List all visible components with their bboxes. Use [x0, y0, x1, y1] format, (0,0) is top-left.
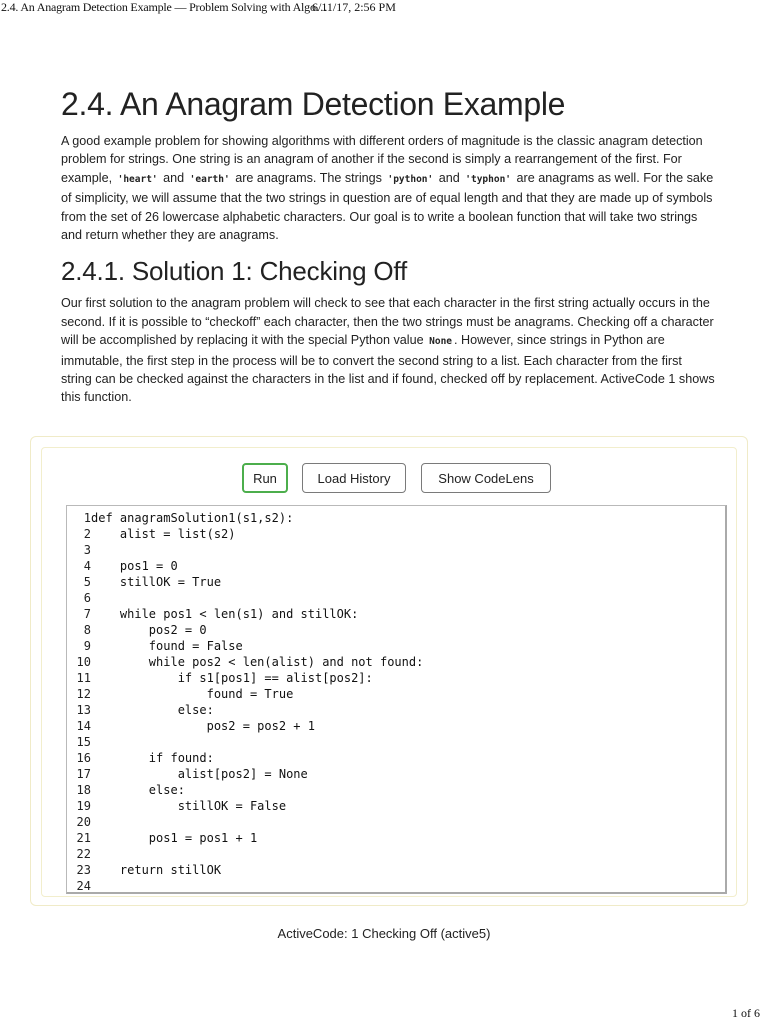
- line-number: 4: [83, 559, 91, 573]
- line-number: 15: [76, 735, 91, 749]
- code-text: alist[pos2] = None: [91, 767, 308, 781]
- line-number: 19: [76, 799, 91, 813]
- line-number: 11: [76, 671, 91, 685]
- section-title: 2.4. An Anagram Detection Example: [61, 86, 566, 122]
- solution-text-2: . However, since strings in Python are immutable, the first step in the process will be to convert the second string to a list. Each character from the first string can be checked against the characters in the list and if found, checked off by replacement. ActiveCode 1 shows this function.: [61, 333, 715, 405]
- code-editor[interactable]: [66, 505, 727, 894]
- code-line: [67, 830, 257, 846]
- line-number: 9: [83, 639, 91, 653]
- line-number: 7: [83, 607, 91, 621]
- article-content: [61, 84, 716, 407]
- line-number: 16: [76, 751, 91, 765]
- code-line: [67, 734, 91, 750]
- activecode-container: [30, 436, 748, 906]
- intro-text-1: A good example problem for showing algorithms with different orders of magnitude is the classic anagram detection problem for strings. One string is an anagram of another if the second is simply a rearrangement of the first. For example,: [61, 134, 703, 185]
- line-number: 2: [83, 527, 91, 541]
- solution-paragraph: [61, 294, 716, 406]
- line-number: 14: [76, 719, 91, 733]
- code-line: [67, 638, 243, 654]
- code-text: if s1[pos1] == alist[pos2]:: [91, 671, 373, 685]
- code-line: [67, 814, 91, 830]
- code-line: [67, 750, 214, 766]
- code-text: pos1 = 0: [91, 559, 178, 573]
- activecode-caption: ActiveCode: 1 Checking Off (active5): [277, 926, 491, 941]
- literal-earth: 'earth': [189, 173, 230, 185]
- line-number: 1: [83, 511, 91, 525]
- code-line: [67, 718, 315, 734]
- intro-text-5: are anagrams as well. For the sake of simplicity, we will assume that the two strings in question are of equal length and that they are made up of symbols from the set of 26 lowercase alphabetic characters. Our goal is to write a boolean function that will take two strings and return whether they are anagrams.: [61, 170, 714, 243]
- code-line: [67, 670, 373, 686]
- literal-python: 'python': [387, 173, 434, 185]
- code-text: pos2 = pos2 + 1: [91, 719, 315, 733]
- code-text: found = False: [91, 639, 243, 653]
- code-line: [67, 526, 236, 542]
- code-text: pos1 = pos1 + 1: [91, 831, 258, 845]
- line-number: 3: [83, 543, 91, 557]
- activecode-panel: [41, 447, 737, 897]
- code-text: stillOK = False: [91, 799, 287, 813]
- line-number: 17: [76, 767, 91, 781]
- literal-none: None: [429, 336, 453, 348]
- print-header: [0, 0, 768, 14]
- code-text: found = True: [91, 687, 294, 701]
- line-number: 13: [76, 703, 91, 717]
- code-text: pos2 = 0: [91, 623, 207, 637]
- line-number: 5: [83, 575, 91, 589]
- load-history-button[interactable]: Load History: [302, 463, 406, 493]
- line-number: 21: [76, 831, 91, 845]
- line-number: 20: [76, 815, 91, 829]
- print-header-title: 2.4. An Anagram Detection Example — Problem Solving with Algo…: [1, 0, 328, 14]
- code-text: stillOK = True: [91, 575, 222, 589]
- literal-heart: 'heart': [117, 173, 158, 185]
- line-number: 12: [76, 687, 91, 701]
- code-line: [67, 542, 91, 558]
- code-line: [67, 686, 293, 702]
- intro-text-2: and: [159, 170, 188, 185]
- code-line: [67, 654, 423, 670]
- code-text: alist = list(s2): [91, 527, 236, 541]
- code-line: [67, 558, 178, 574]
- code-line: [67, 798, 286, 814]
- code-line: [67, 702, 214, 718]
- code-line: [67, 862, 221, 878]
- show-codelens-button[interactable]: Show CodeLens: [421, 463, 551, 493]
- code-text: while pos2 < len(alist) and not found:: [91, 655, 424, 669]
- intro-text-3: are anagrams. The strings: [231, 170, 386, 185]
- print-header-date: 6/11/17, 2:56 PM: [312, 0, 396, 14]
- code-text: else:: [91, 703, 214, 717]
- line-number: 18: [76, 783, 91, 797]
- page-counter: 1 of 6: [732, 1006, 760, 1020]
- code-line: [67, 590, 91, 606]
- code-line: [67, 622, 207, 638]
- intro-paragraph: [61, 132, 716, 244]
- code-text: def anagramSolution1(s1,s2):: [91, 511, 294, 525]
- line-number: 22: [76, 847, 91, 861]
- line-number: 8: [83, 623, 91, 637]
- solution-text-1: Our first solution to the anagram problem will check to see that each character in the first string actually occurs in the second. If it is possible to “checkoff” each character, then the two strings must be anagrams. Checking off a character will be accomplished by replacing it with the special Python value: [61, 296, 714, 348]
- subsection-title: 2.4.1. Solution 1: Checking Off: [61, 256, 407, 287]
- code-line: [67, 782, 185, 798]
- intro-text-4: and: [435, 170, 464, 185]
- code-line: [67, 510, 293, 526]
- run-button[interactable]: Run: [242, 463, 288, 493]
- literal-typhon: 'typhon': [465, 173, 512, 185]
- line-number: 6: [83, 591, 91, 605]
- line-number: 10: [76, 655, 91, 669]
- code-line: [67, 574, 221, 590]
- code-text: while pos1 < len(s1) and stillOK:: [91, 607, 359, 621]
- code-line: [67, 878, 91, 894]
- code-line: [67, 766, 308, 782]
- line-number: 23: [76, 863, 91, 877]
- code-line: [67, 606, 358, 622]
- code-line: [67, 846, 91, 862]
- code-text: return stillOK: [91, 863, 222, 877]
- code-text: if found:: [91, 751, 214, 765]
- code-text: else:: [91, 783, 185, 797]
- line-number: 24: [76, 879, 91, 893]
